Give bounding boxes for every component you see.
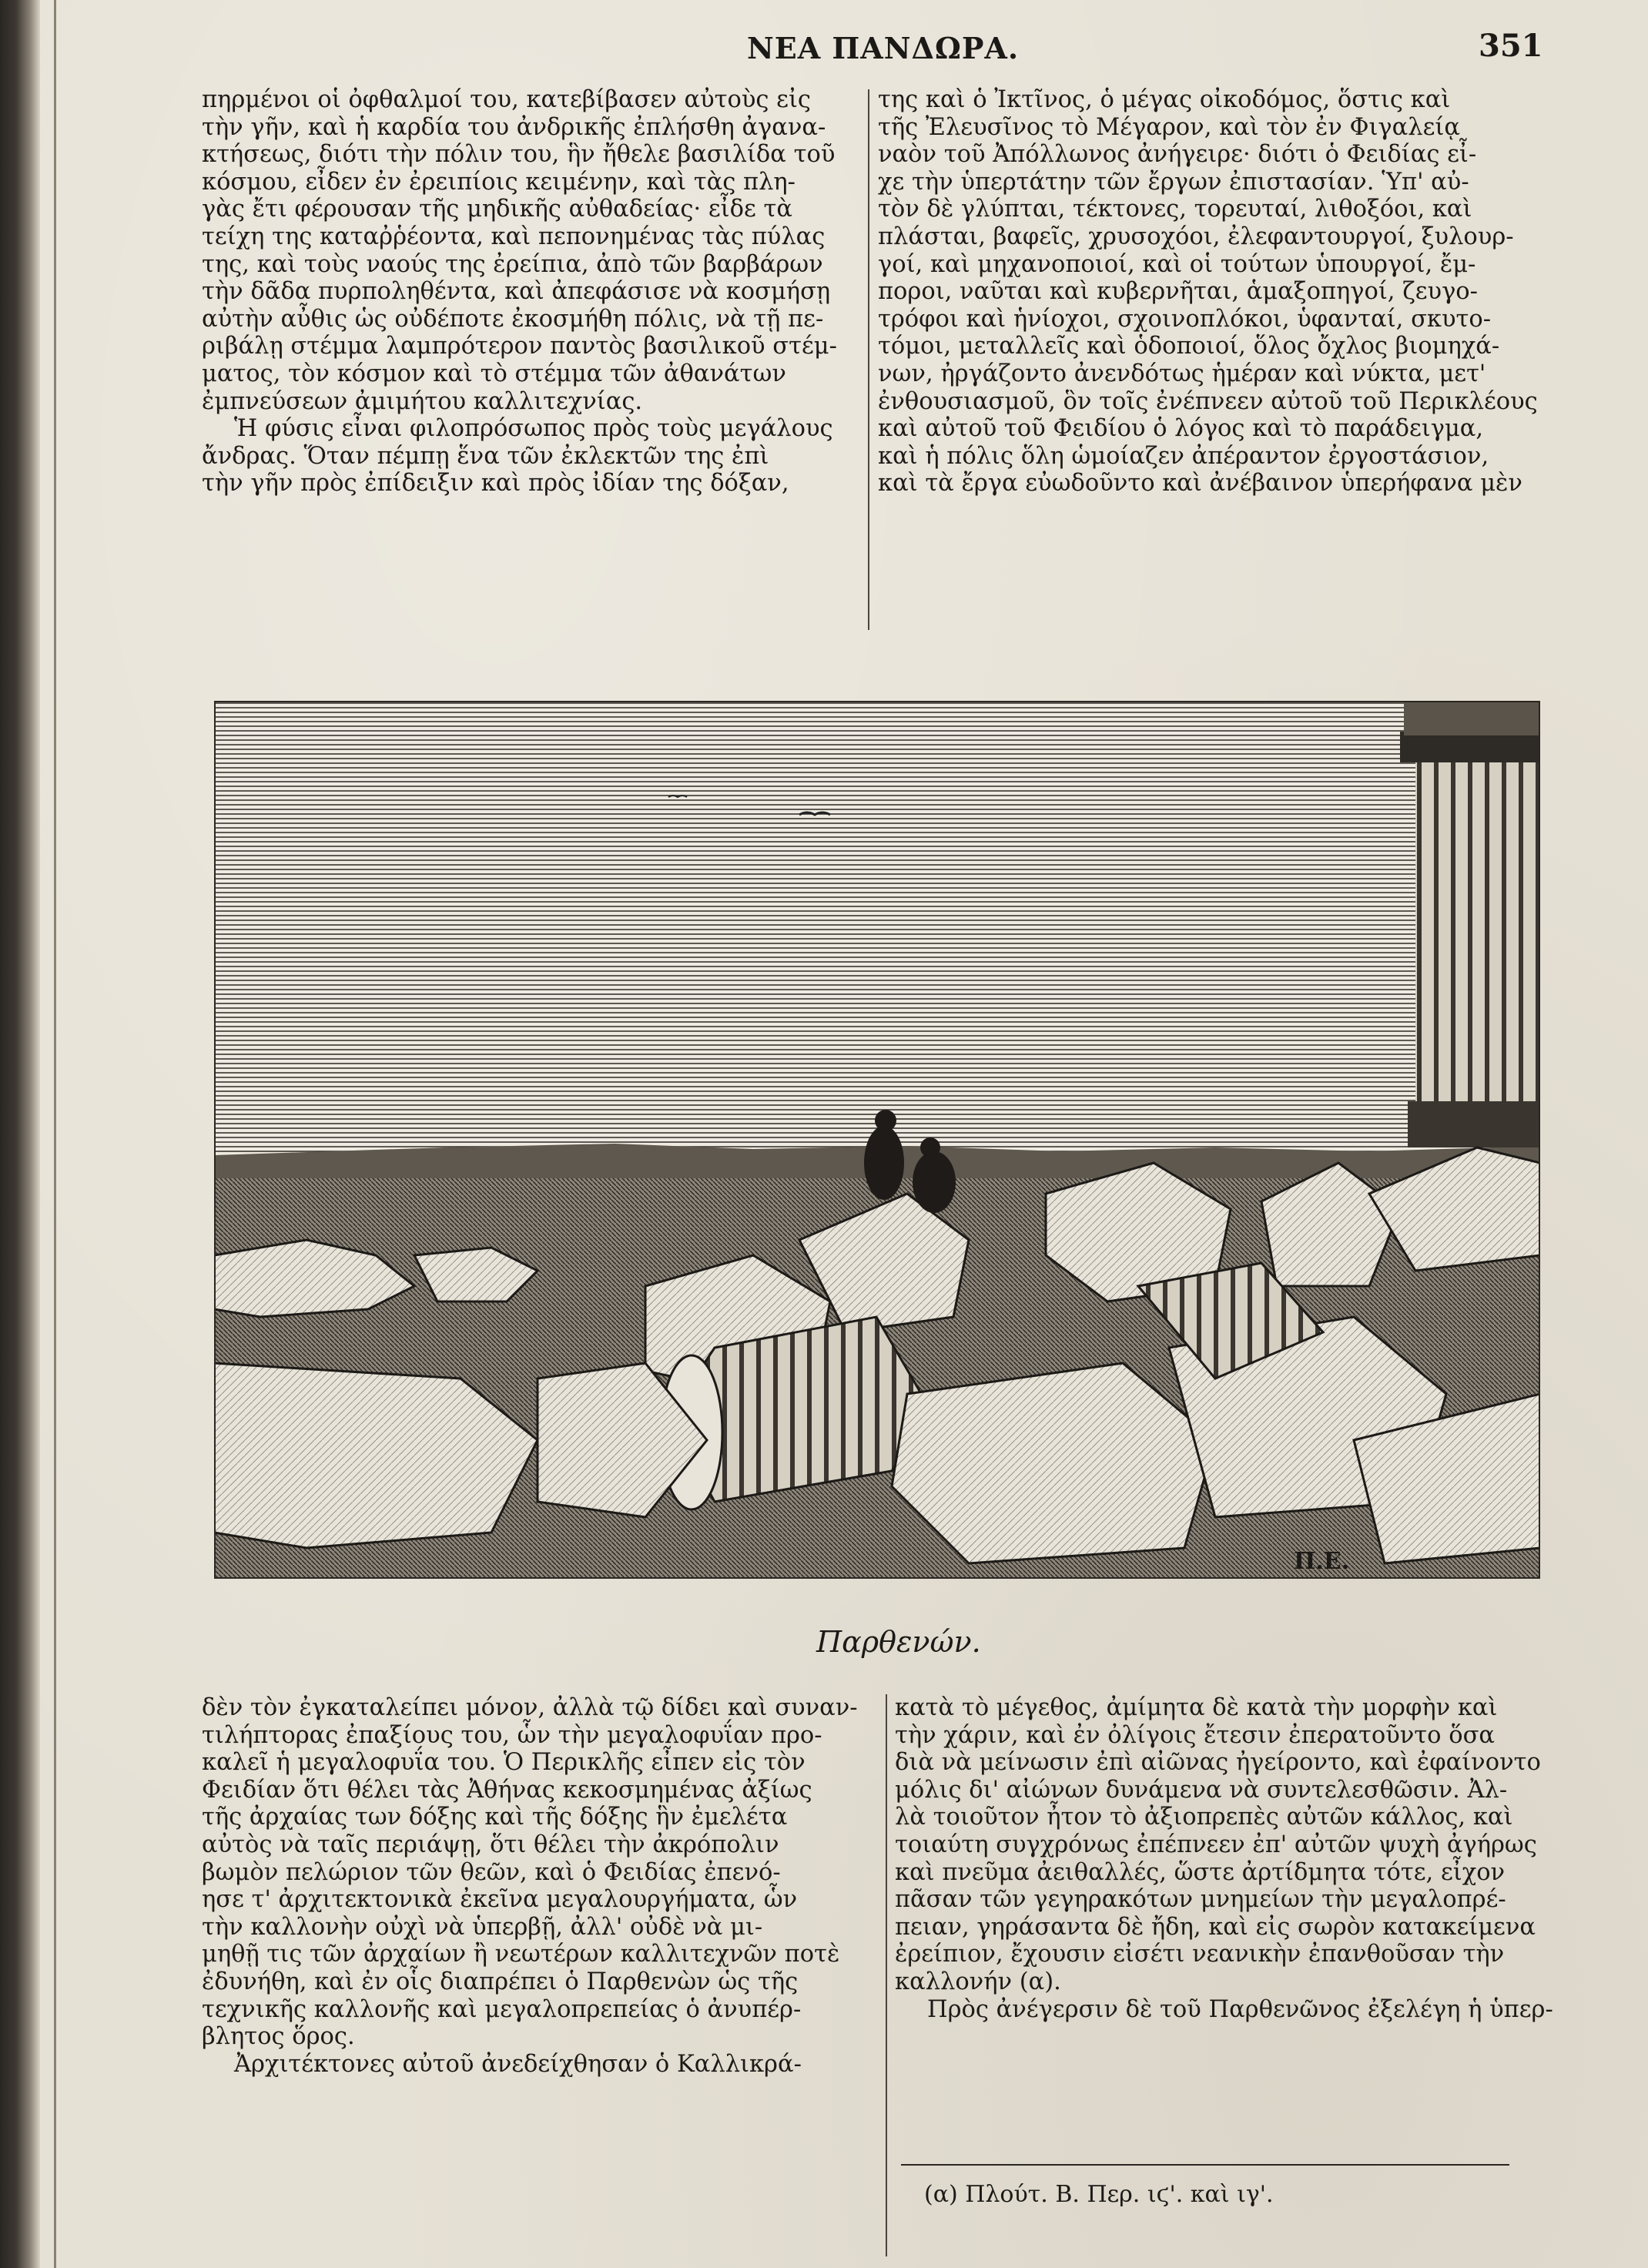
column-divider [868,89,869,630]
text-line: Ἀρχιτέκτονες αὐτοῦ ἀνεδείχθησαν ὁ Καλλικρά- [234,2050,802,2078]
text-line: ἄνδρας. Ὅταν πέμπῃ ἕνα τῶν ἐκλεκτῶν της ἐπὶ [202,442,769,470]
right-column-bottom [895,1694,1556,2023]
text-line: ποροι, ναῦται καὶ κυβερνῆται, ἁμαξοπηγοί, ζευγο- [878,278,1478,306]
parthenon-engraving [214,701,1540,1579]
text-line: ριβάλῃ στέμμα λαμπρότερον παντὸς βασιλικοῦ στέμ- [202,333,837,360]
text-line: χε τὴν ὑπερτάτην τῶν ἔργων ἐπιστασίαν. Ὑπ' αὐ- [878,168,1469,196]
page-number: 351 [1479,28,1543,64]
text-line: νων, ἠργάζοντο ἀνενδότως ἡμέραν καὶ νύκτα, μετ' [878,360,1486,387]
right-column-top [878,86,1539,497]
text-line: γὰς ἔτι φέρουσαν τῆς μηδικῆς αὐθαδείας· εἶδε τὰ [202,196,792,223]
text-line: πειαν, γηράσαντα δὲ ἤδη, καὶ εἰς σωρὸν κατακείμενα [895,1913,1536,1941]
text-line: τὴν δᾶδα πυρποληθέντα, καὶ ἀπεφάσισε νὰ κοσμήσῃ [202,278,831,306]
text-line: τιλήπτορας ἐπαξίους του, ὧν τὴν μεγαλοφυΐαν προ- [202,1721,822,1749]
text-line: βωμὸν πελώριον τῶν θεῶν, καὶ ὁ Φειδίας ἐπενό- [202,1858,781,1886]
text-line: τὴν γῆν πρὸς ἐπίδειξιν καὶ πρὸς ἰδίαν της δόξαν, [202,470,789,497]
text-line: αὐτὸς νὰ ταῖς περιάψῃ, ὅτι θέλει τὴν ἀκρόπολιν [202,1831,779,1858]
text-line: κόσμου, εἶδεν ἐν ἐρειπίοις κειμένην, καὶ τὰς πλη- [202,168,796,196]
text-line: τὸν δὲ γλύπται, τέκτονες, τορευταί, λιθοξόοι, καὶ [878,196,1472,223]
text-line: ἐδυνήθη, καὶ ἐν οἷς διαπρέπει ὁ Παρθενὼν ὡς τῆς [202,1968,799,1995]
text-line: τὴν χάριν, καὶ ἐν ὀλίγοις ἔτεσιν ἐπερατοῦντο ὅσα [895,1721,1496,1749]
text-line: Ἡ φύσις εἶναι φιλοπρόσωπος πρὸς τοὺς μεγάλους [234,415,833,443]
text-line: καὶ τὰ ἔργα εὐωδοῦντο καὶ ἀνέβαινον ὑπερήφανα μὲν [878,470,1522,497]
text-line: πηρμένοι οἱ ὀφθαλμοί του, κατεβίβασεν αὐτοὺς εἰς [202,86,812,113]
column-divider [886,1694,887,2256]
text-line: της, καὶ τοὺς ναούς της ἐρείπια, ἀπὸ τῶν βαρβάρων [202,250,823,278]
text-line: μηθῇ τις τῶν ἀρχαίων ἢ νεωτέρων καλλιτεχνῶν ποτὲ [202,1941,840,1968]
left-column-top [202,86,863,497]
text-line: τεχνικῆς καλλονῆς καὶ μεγαλοπρεπείας ὁ ἀνυπέρ- [202,1995,802,2023]
text-line: Φειδίαν ὅτι θέλει τὰς Ἀθήνας κεκοσμημένας ἀξίως [202,1776,812,1804]
text-line: τῆς ἀρχαίας των δόξης καὶ τῆς δόξης ἣν ἐμελέτα [202,1804,788,1831]
text-line: τὴν γῆν, καὶ ἡ καρδία του ἀνδρικῆς ἐπλήσθη ἀγανα- [202,113,826,141]
image-caption: Παρθενών. [816,1625,981,1659]
text-line: κτήσεως, διότι τὴν πόλιν του, ἣν ἤθελε βασιλίδα τοῦ [202,141,836,169]
left-column-bottom [202,1694,878,2078]
engraver-signature: Π.Ε. [1294,1548,1350,1575]
text-line: τοιαύτη συγχρόνως ἐπέπνεεν ἐπ' αὐτῶν ψυχὴ ἀγήρως [895,1831,1537,1858]
text-line: ἐρείπιον, ἔχουσιν εἰσέτι νεανικὴν ἐπανθοῦσαν τὴν [895,1941,1505,1968]
text-line: διὰ νὰ μείνωσιν ἐπὶ αἰῶνας ἠγείροντο, καὶ ἐφαίνοντο [895,1749,1541,1777]
text-line: της καὶ ὁ Ἰκτῖνος, ὁ μέγας οἰκοδόμος, ὅστις καὶ [878,86,1451,113]
text-line: καὶ αὐτοῦ τοῦ Φειδίου ὁ λόγος καὶ τὸ παράδειγμα, [878,415,1484,443]
text-line: καὶ πνεῦμα ἀειθαλλές, ὥστε ἀρτίδμητα τότε, εἶχον [895,1858,1506,1886]
text-line: αὐτὴν αὖθις ὡς οὐδέποτε ἐκοσμήθη πόλις, νὰ τῇ πε- [202,305,824,333]
text-line: γοί, καὶ μηχανοποιοί, καὶ οἱ τούτων ὑπουργοί, ἔμ- [878,250,1476,278]
text-line: τὴν καλλονὴν οὐχὶ νὰ ὑπερβῇ, ἀλλ' οὐδὲ νὰ μι- [202,1913,763,1941]
running-title: ΝΕΑ ΠΑΝΔΩΡΑ. [747,31,1020,65]
text-line: κατὰ τὸ μέγεθος, ἀμίμητα δὲ κατὰ τὴν μορφὴν καὶ [895,1694,1498,1721]
text-line: καλεῖ ἡ μεγαλοφυΐα του. Ὁ Περικλῆς εἶπεν εἰς τὸν [202,1749,806,1777]
text-line: ναὸν τοῦ Ἀπόλλωνος ἀνήγειρε· διότι ὁ Φειδίας εἶ- [878,141,1477,169]
text-line: τῆς Ἐλευσῖνος τὸ Μέγαρον, καὶ τὸν ἐν Φιγαλείᾳ [878,113,1460,141]
text-line: ησε τ' ἀρχιτεκτονικὰ ἐκεῖνα μεγαλουργήματα, ὧν [202,1886,798,1914]
footnote: (α) Πλούτ. Β. Περ. ιϛ'. καὶ ιγ'. [924,2181,1274,2208]
text-line: ἐνθουσιασμοῦ, ὃν τοῖς ἐνέπνεεν αὐτοῦ τοῦ Περικλέους [878,387,1538,415]
book-binding-edge [0,0,40,2268]
temple-columns [1400,701,1540,1147]
text-line: Πρὸς ἀνέγερσιν δὲ τοῦ Παρθενῶνος ἐξελέγη ἡ ὑπερ- [927,1995,1553,2023]
text-line: τρόφοι καὶ ἡνίοχοι, σχοινοπλόκοι, ὑφανταί, σκυτο- [878,305,1492,333]
text-line: ματος, τὸν κόσμον καὶ τὸ στέμμα τῶν ἀθανάτων [202,360,786,387]
text-line: βλητος ὅρος. [202,2023,355,2051]
text-line: μόλις δι' αἰώνων δυνάμενα νὰ συντελεσθῶσιν. Ἀλ- [895,1776,1508,1804]
text-line: πλάσται, βαφεῖς, χρυσοχόοι, ἐλεφαντουργοί, ξυλουρ- [878,223,1514,250]
text-line: δὲν τὸν ἐγκαταλείπει μόνον, ἀλλὰ τῷ δίδει καὶ συναν- [202,1694,858,1721]
text-line: τείχη της καταῤῥέοντα, καὶ πεπονημένας τὰς πύλας [202,223,826,250]
text-line: ἐμπνεύσεων ἀμιμήτου καλλιτεχνίας. [202,387,643,415]
text-line: καλλονήν (α). [895,1968,1061,1995]
footnote-rule [901,2164,1509,2166]
text-line: λὰ τοιοῦτον ἦτον τὸ ἀξιοπρεπὲς αὐτῶν κάλλος, καὶ [895,1804,1513,1831]
text-line: καὶ ἡ πόλις ὅλη ὡμοίαζεν ἀπέραντον ἐργοστάσιον, [878,442,1489,470]
text-line: τόμοι, μεταλλεῖς καὶ ὁδοποιοί, ὅλος ὄχλος βιομηχά- [878,333,1500,360]
gutter-line [54,0,56,2268]
text-line: πᾶσαν τῶν γεγηρακότων μνημείων τὴν μεγαλοπρέ- [895,1886,1506,1914]
